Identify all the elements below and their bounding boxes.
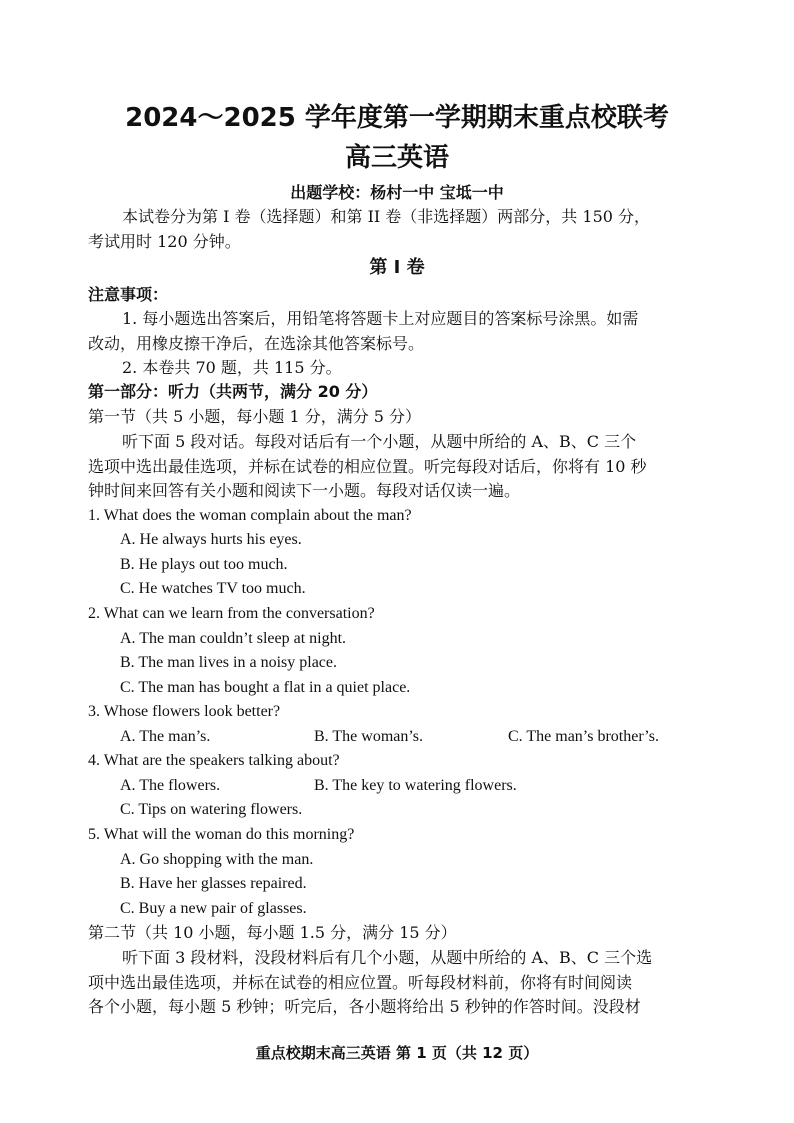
notice-2: 2. 本卷共 70 题，共 115 分。 (122, 358, 342, 377)
question-5-option-b: B. Have her glasses repaired. (120, 875, 307, 892)
question-4-stem: 4. What are the speakers talking about? (88, 752, 340, 769)
notice-1-line-1: 1. 每小题选出答案后，用铅笔将答题卡上对应题目的答案标号涂黑。如需 (122, 309, 639, 328)
section1-intro-line-2: 选项中选出最佳选项，并标在试卷的相应位置。听完每段对话后，你将有 10 秒 (88, 457, 647, 476)
question-5-option-a: A. Go shopping with the man. (120, 851, 314, 868)
section2-intro-line-1: 听下面 3 段材料，没段材料后有几个小题，从题中所给的 A、B、C 三个选 (122, 948, 653, 967)
notice-heading: 注意事项： (88, 285, 169, 304)
question-5-stem: 5. What will the woman do this morning? (88, 826, 355, 843)
section1-intro-line-1: 听下面 5 段对话。每段对话后有一个小题，从题中所给的 A、B、C 三个 (122, 432, 637, 451)
question-2-stem: 2. What can we learn from the conversation? (88, 605, 375, 622)
question-2-option-b: B. The man lives in a noisy place. (120, 654, 337, 671)
exam-title: 2024～2025 学年度第一学期期末重点校联考 (125, 103, 669, 133)
question-5-option-c: C. Buy a new pair of glasses. (120, 900, 307, 917)
section2-heading: 第二节（共 10 小题，每小题 1.5 分，满分 15 分） (88, 923, 457, 942)
setter-schools: 出题学校：杨村一中 宝坻一中 (290, 183, 504, 202)
question-3-option-a: A. The man’s. (120, 728, 211, 745)
question-4-option-c: C. Tips on watering flowers. (120, 801, 303, 818)
section2-intro-line-3: 各个小题，每小题 5 秒钟；听完后，各小题将给出 5 秒钟的作答时间。没段材 (88, 997, 641, 1016)
question-3-stem: 3. Whose flowers look better? (88, 703, 281, 720)
intro-line-2: 考试用时 120 分钟。 (88, 232, 241, 251)
section2-intro-line-2: 项中选出最佳选项，并标在试卷的相应位置。听每段材料前，你将有时间阅读 (88, 973, 633, 992)
page-footer: 重点校期末高三英语 第 1 页（共 12 页） (255, 1044, 539, 1062)
volume-heading: 第 I 卷 (369, 257, 425, 278)
question-4-option-a: A. The flowers. (120, 777, 221, 794)
question-1-stem: 1. What does the woman complain about the man? (88, 507, 412, 524)
intro-line-1: 本试卷分为第 I 卷（选择题）和第 II 卷（非选择题）两部分，共 150 分， (122, 207, 651, 226)
exam-subject: 高三英语 (344, 143, 449, 173)
question-1-option-a: A. He always hurts his eyes. (120, 531, 302, 548)
question-1-option-c: C. He watches TV too much. (120, 580, 306, 597)
question-2-option-a: A. The man couldn’t sleep at night. (120, 630, 347, 647)
part1-heading: 第一部分：听力（共两节，满分 20 分） (88, 382, 378, 401)
notice-1-line-2: 改动，用橡皮擦干净后，在选涂其他答案标号。 (88, 334, 425, 353)
question-3-option-c: C. The man’s brother’s. (508, 728, 659, 745)
question-3-option-b: B. The woman’s. (314, 728, 424, 745)
question-2-option-c: C. The man has bought a flat in a quiet place. (120, 679, 411, 696)
section1-heading: 第一节（共 5 小题，每小题 1 分，满分 5 分） (88, 407, 422, 426)
question-4-option-b: B. The key to watering flowers. (314, 777, 517, 794)
section1-intro-line-3: 钟时间来回答有关小题和阅读下一小题。每段对话仅读一遍。 (88, 481, 521, 500)
question-1-option-b: B. He plays out too much. (120, 556, 288, 573)
